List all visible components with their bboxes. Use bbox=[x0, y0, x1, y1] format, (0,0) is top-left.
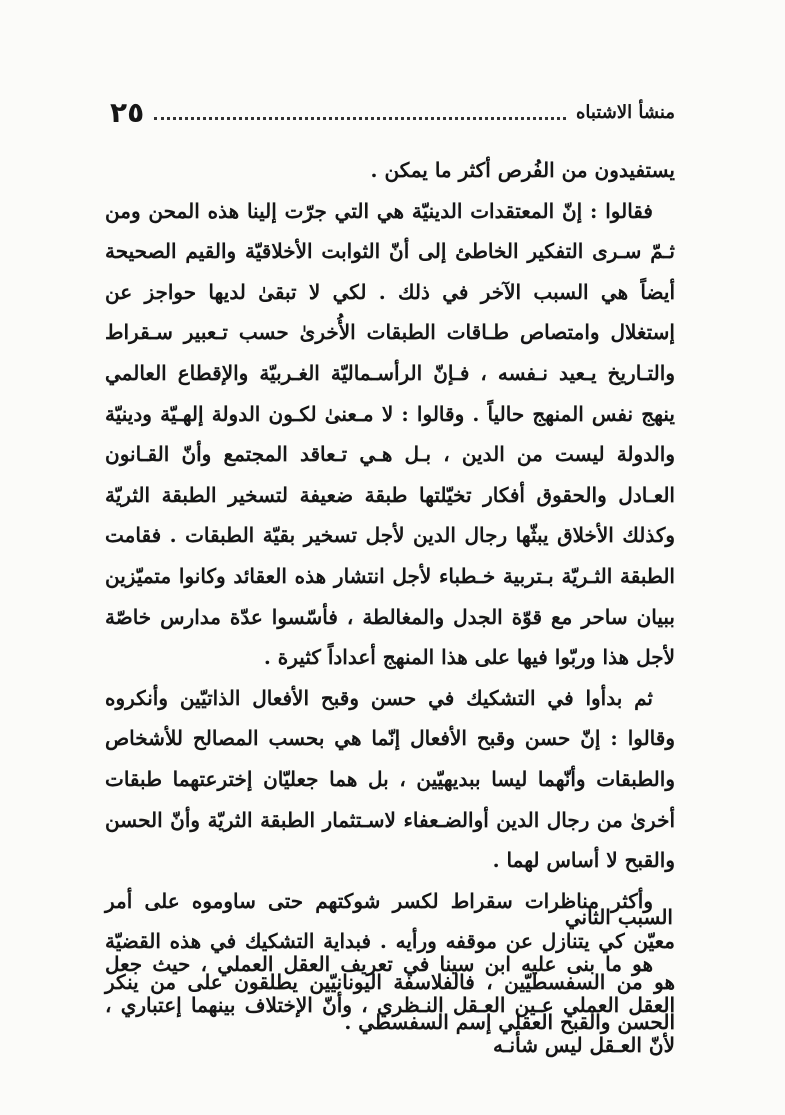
paragraph: فقالوا : إنّ المعتقدات الدينيّة هي التي جرّت إلينا هذه المحن ومن ثـمّ سـرى التفكير الخاطئ إلى أنّ الثوابت الأخلاقيّة والقيم الصحيحة أيضاً هي السبب الآخر في ذلك . لكي لا تبقىٰ لديها حواجز عن إستغلال وامتصاص طـاقات الطبقات الأُخرىٰ حسب تـعبير سـقراط والتـاريخ يـعيد نـفسه ، فـإنّ الرأسـماليّة الغـربيّة والإقطاع العالمي ينهج نفس المنهج حالياً . وقالوا : لا مـعنىٰ لكـون الدولة إلهـيّة ودينيّة والدولة ليست من الدين ، بـل هـي تـعاقد المجتمع وأنّ القـانون العـادل والحقوق أفكار تخيّلتها طبقة ضعيفة لتسخير الطبقة الثريّة وكذلك الأخلاق يبثّها رجال الدين لأجل تسخير بقيّة الطبقات . فقامت الطبقة الثـريّة بـتربية خـطباء لأجل انتشار هذه العقائد وكانوا متميّزين ببيان ساحر مع قوّة الجدل والمغالطة ، فأسّسوا عدّة مدارس خاصّة لأجل هذا وربّوا فيها على هذا المنهج أعداداً كثيرة . bbox=[105, 198, 675, 670]
leader-dots bbox=[154, 117, 566, 120]
paragraph: وأكثر مناظرات سقراط لكسر شوكتهم حتى ساوموه على أمر معيّن كي يتنازل عن موقفه ورأيه . فبداية التشكيك في هذه القضيّة هو من السفسطيّين ، فالفلاسفة اليونانيّين يطلقون على من ينكر الحسن والقبح العقلي إسم السفسطي . bbox=[105, 888, 675, 1035]
section-body bbox=[105, 944, 675, 1066]
paragraph: ثم بدأوا في التشكيك في حسن وقبح الأفعال الذاتيّين وأنكروه وقالوا : إنّ حسن وقبح الأفعال إنّما هي بحسب المصالح للأشخاص والطبقات وأنّهما ليسا ببديهيّين ، بل هما جعليّان إخترعتهما طبقات أخرىٰ من رجال الدين أوالضـعفاء لاسـتثمار الطبقة الثريّة وأنّ الحسن والقبح لا أساس لهما . bbox=[105, 685, 675, 873]
section-heading: السبب الثاني bbox=[564, 905, 673, 929]
running-head-title: منشأ الاشتباه bbox=[575, 101, 675, 123]
running-head bbox=[110, 94, 675, 130]
page-number: ٢٥ bbox=[110, 95, 145, 129]
paragraph: هو ما بنى عليه ابن سينا في تعريف العقل العملي ، حيث جعل العقل العملي عـين العـقل النـظري ، وأنّ الإختلاف بينهما إعتباري ، لأنّ العـقل ليس شأنـه bbox=[105, 952, 675, 1058]
paragraph: يستفيدون من الفُرص أكثر ما يمكن . bbox=[370, 158, 675, 182]
